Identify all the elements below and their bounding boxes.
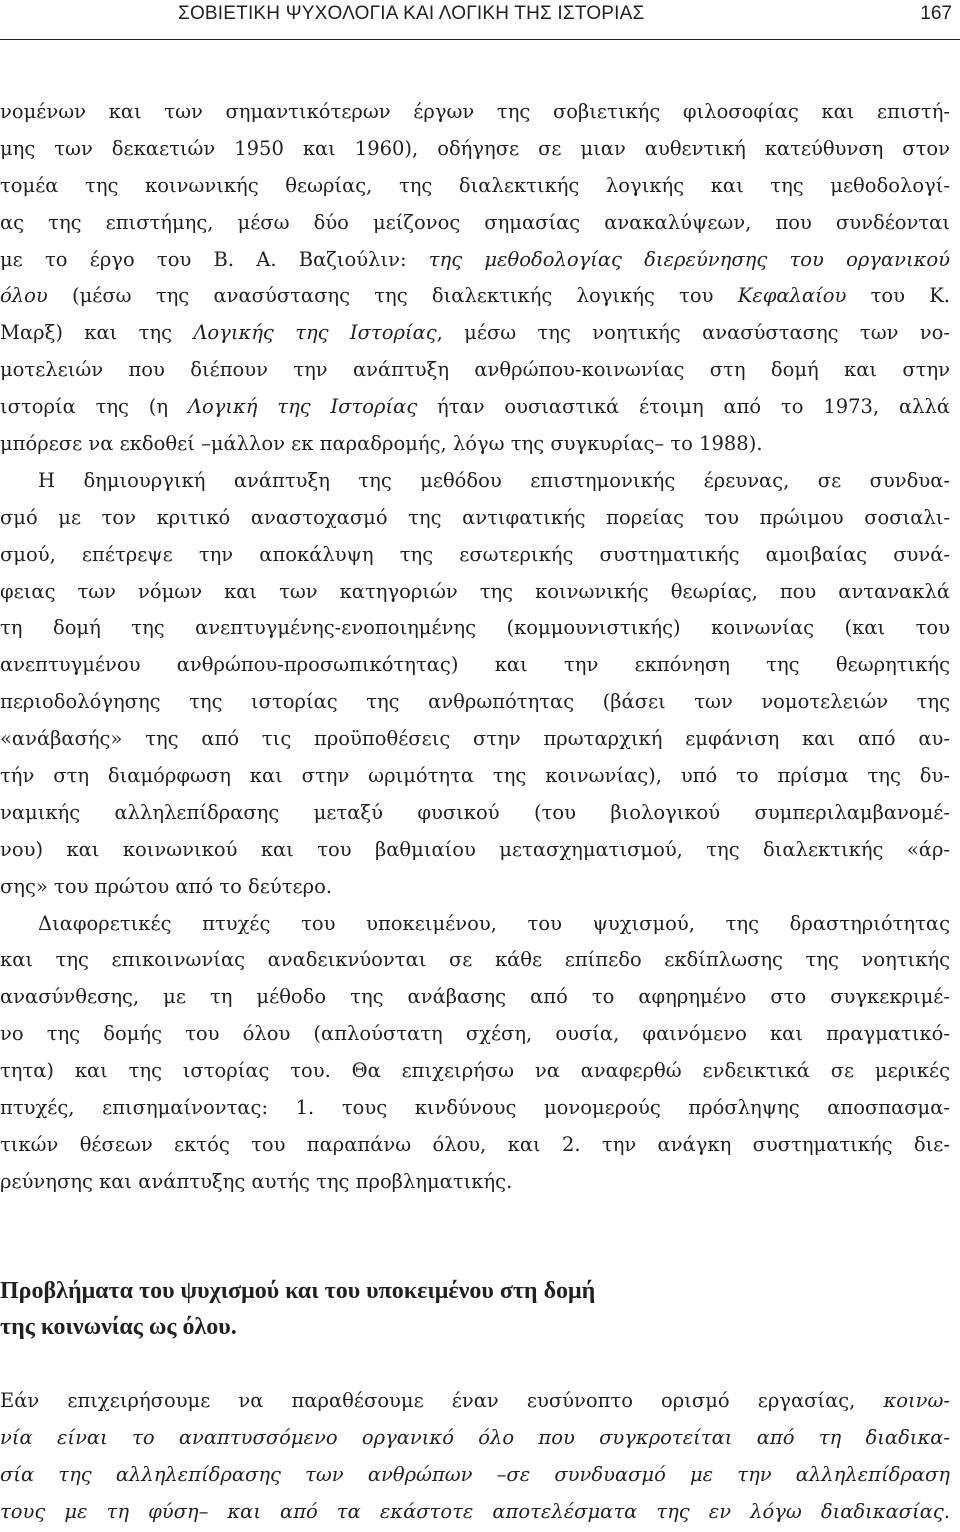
page-number: 167 (920, 3, 952, 24)
text-line (0, 1420, 950, 1457)
italic-text: της μεθοδολογίας διερεύνησης του οργανικού (428, 247, 950, 271)
text-line: τη δομή της ανεπτυγμένης-ενοποιημένης (κομμουνιστικής) κοινωνίας (και του (0, 616, 950, 640)
italic-text: σία της αλληλεπίδρασης των ανθρώπων –σε συνδυασμό με την αλληλεπίδραση (0, 1462, 950, 1486)
text-line: και της επικοινωνίας αναδεικνύονται σε κάθε επίπεδο εκδίπλωσης της νοητικής (0, 948, 950, 972)
text-line: νο της δομής του όλου (απλούστατη σχέση, ουσία, φαινόμενο και πραγματικό- (0, 1022, 950, 1046)
text-line: με το έργο του Β. Α. Βαζιούλιν: της μεθοδολογίας διερεύνησης του οργανικού (0, 247, 950, 271)
text-line: ανεπτυγμένου ανθρώπου-προσωπικότητας) και την εκπόνηση της θεωρητικής (0, 653, 950, 677)
text-line: σμού, επέτρεψε την αποκάλυψη της εσωτερικής συστηματικής αμοιβαίας συνά- (0, 542, 950, 566)
text-line: ιστορία της (η Λογική της Ιστορίας ήταν ουσιαστικά έτοιμη από το 1973, αλλά (0, 395, 950, 419)
italic-text: νία είναι το αναπτυσσόμενο οργανικό όλο που συγκροτείται από τη διαδικα- (0, 1425, 950, 1449)
text-line (0, 1457, 950, 1494)
text-line: μοτελειών που διέπουν την ανάπτυξη ανθρώπου-κοινωνίας στη δομή και στην (0, 358, 950, 382)
body-text-lower (0, 1383, 950, 1531)
running-head (0, 0, 960, 40)
italic-text: Λογική της Ιστορίας (187, 395, 418, 419)
text-line: τομέα της κοινωνικής θεωρίας, της διαλεκτικής λογικής και της μεθοδολογί- (0, 173, 950, 197)
text-line: μπόρεσε να εκδοθεί –μάλλον εκ παραδρομής, λόγω της συγκυρίας– το 1988). (0, 432, 763, 456)
text-line: νου) και κοινωνικού και του βαθμιαίου μετασχηματισμού, της διαλεκτικής «άρ- (0, 837, 950, 861)
text-line: τήν στη διαμόρφωση και στην ωριμότητα της κοινωνίας), υπό το πρίσμα της δυ- (0, 764, 950, 788)
running-head-title: ΣΟΒΙΕΤΙΚΗ ΨΥΧΟΛΟΓΙΑ ΚΑΙ ΛΟΓΙΚΗ ΤΗΣ ΙΣΤΟΡΙΑΣ (178, 3, 645, 24)
text-line (0, 1494, 950, 1531)
italic-text: όλου (0, 284, 48, 308)
text-line: νομένων και των σημαντικότερων έργων της σοβιετικής φιλοσοφίας και επιστή- (0, 100, 950, 123)
text-line: ναμικής αλληλεπίδρασης μεταξύ φυσικού (του βιολογικού συμπεριλαμβανομέ- (0, 800, 950, 824)
text-line: όλου (μέσω της ανασύστασης της διαλεκτικής λογικής του Κεφαλαίου του Κ. (0, 284, 950, 308)
italic-text: Κεφαλαίου (737, 284, 847, 308)
text-line: ανασύνθεσης, με τη μέθοδο της ανάβασης από το αφηρημένο στο συγκεκριμέ- (0, 985, 950, 1009)
text-line: μης των δεκαετιών 1950 και 1960), οδήγησε σε μιαν αυθεντική κατεύθυνση στον (0, 136, 950, 160)
text-line: Διαφορετικές πτυχές του υποκειμένου, του ψυχισμού, της δραστηριότητας (38, 911, 950, 935)
text-line: σης» του πρώτου από το δεύτερο. (0, 874, 333, 898)
text-line: τικών θέσεων εκτός του παραπάνω όλου, και 2. την ανάγκη συστηματικής διε- (0, 1132, 950, 1156)
italic-text: κοινω- (883, 1389, 950, 1412)
text-line: τητα) και της ιστορίας του. Θα επιχειρήσω να αναφερθώ ενδεικτικά σε μερικές (0, 1059, 950, 1083)
text-line: Μαρξ) και της Λογικής της Ιστορίας, μέσω της νοητικής ανασύστασης των νο- (0, 321, 950, 345)
text-line: σμό με τον κριτικό αναστοχασμό της αντιφατικής πορείας του πρώιμου σοσιαλι- (0, 505, 950, 529)
italic-text: τους με τη φύση– και από τα εκάστοτε αποτελέσματα της εν λόγω διαδικασίας. (0, 1499, 950, 1523)
text-line: Εάν επιχειρήσουμε να παραθέσουμε έναν ευσύνοπτο ορισμό εργασίας, κοινω- (0, 1389, 950, 1412)
italic-text: Λογικής της Ιστορίας (193, 321, 437, 345)
section-heading-line: Προβλήματα του ψυχισμού και του υποκειμένου στη δομή (0, 1278, 596, 1304)
section-heading (0, 1273, 950, 1345)
section-heading-line: της κοινωνίας ως όλου. (0, 1314, 237, 1340)
header-rule (0, 39, 960, 40)
text-line: ας της επιστήμης, μέσω δύο μείζονος σημασίας ανακαλύψεων, που συνδέονται (0, 210, 950, 234)
text-line: «ανάβασής» της από τις προϋποθέσεις στην πρωταρχική εμφάνιση και από αυ- (0, 727, 950, 751)
body-text-upper (0, 94, 950, 1201)
text-line: Η δημιουργική ανάπτυξη της μεθόδου επιστημονικής έρευνας, σε συνδυα- (38, 468, 950, 492)
text-line: περιοδολόγησης της ιστορίας της ανθρωπότητας (βάσει των νομοτελειών της (0, 690, 950, 714)
text-line: ρεύνησης και ανάπτυξης αυτής της προβληματικής. (0, 1169, 513, 1193)
text-line: φειας των νόμων και των κατηγοριών της κοινωνικής θεωρίας, που αντανακλά (0, 579, 950, 603)
text-line: πτυχές, επισημαίνοντας: 1. τους κινδύνους μονομερούς πρόσληψης αποσπασμα- (0, 1096, 950, 1120)
